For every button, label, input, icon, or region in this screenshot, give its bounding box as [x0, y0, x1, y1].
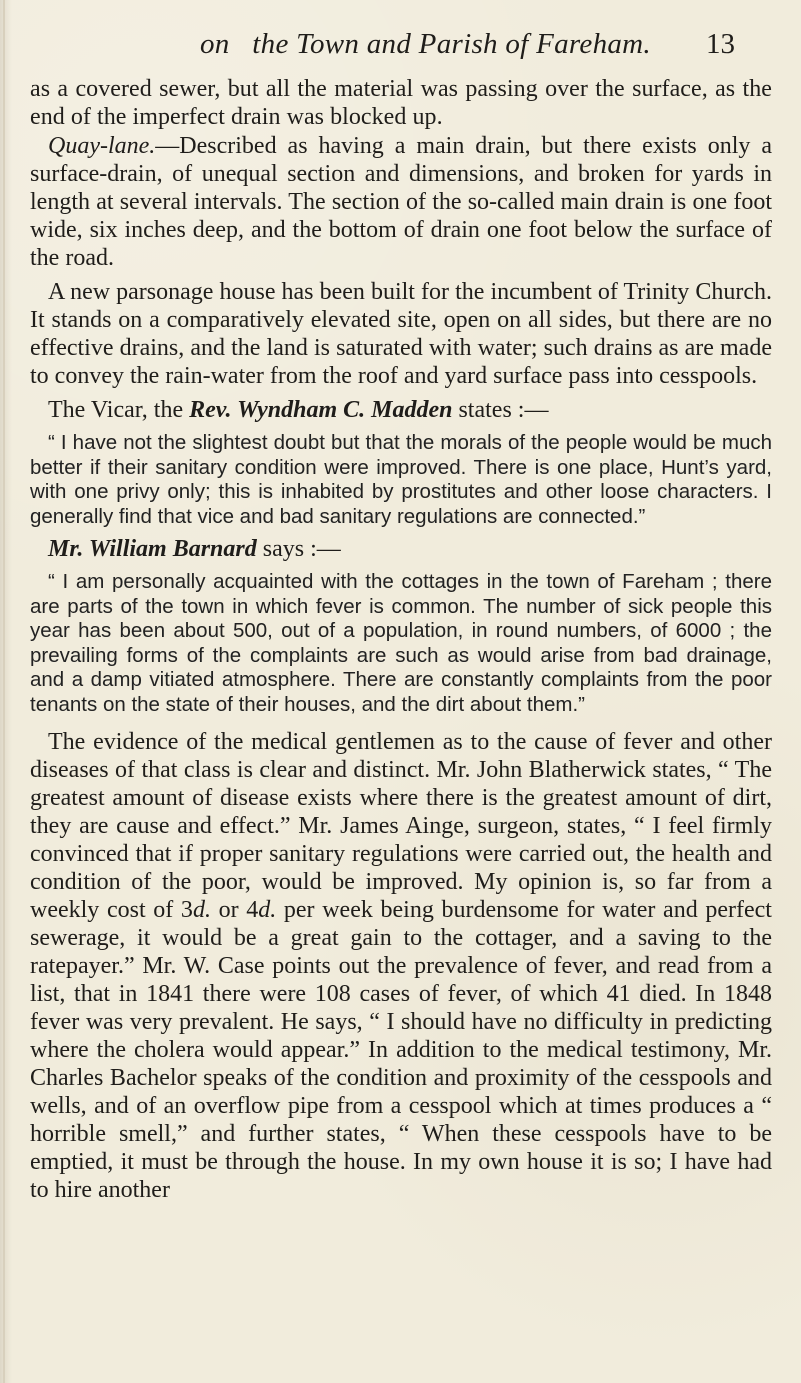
vicar-intro-after: states :—	[452, 397, 549, 423]
paragraph-barnard-intro	[30, 535, 772, 563]
vicar-name: Rev. Wyndham C. Madden	[189, 397, 453, 423]
medical-evidence-part-one: The evidence of the medical gentlemen as to the cause of fever and other diseases of that class is clear and distinct. Mr. John Blatherwick states, “ The greatest amount of disease exists where there is the greatest amount of dirt, they are cause and effect.” Mr. James Ainge, surgeon, states, “ I feel firmly convinced that if proper sanitary regulations were carried out, the health and condition of the poor, would be improved. My opinion is, so far from a weekly cost of 3	[30, 729, 772, 923]
paragraph-vicar-intro	[30, 396, 772, 424]
pence-symbol-one: d.	[192, 897, 211, 923]
barnard-name: Mr. William Barnard	[48, 536, 257, 562]
barnard-intro-after: says :—	[256, 536, 341, 562]
paragraph-quay-lane	[30, 132, 772, 272]
quay-lane-text: —Described as having a main drain, but there exists only a surface-drain, of unequal section and dimensions, and broken for yards in length at several intervals. The section of the so-called main drain is one foot wide, six inches deep, and the bottom of drain one foot below the surface of the road.	[30, 133, 772, 271]
main-text	[30, 75, 772, 1204]
quay-lane-heading: Quay-lane.	[48, 133, 156, 159]
page-header	[0, 24, 801, 66]
vicar-intro-before: The Vicar, the	[48, 397, 190, 423]
paragraph-parsonage-house: A new parsonage house has been built for the incumbent of Trinity Church. It stands on a comparatively elevated site, open on all sides, but there are no effective drains, and the land is saturated with water; such drains as are made to convey the rain-water from the roof and yard surface pass into cesspools.	[30, 279, 772, 389]
barnard-quote: “ I am personally acquainted with the cottages in the town of Fareham ; there are parts of the town in which fever is common. The number of sick people this year has been about 500, out of a population, in round numbers, of 6000 ; the prevailing forms of the complaints are such as would arise from bad drainage, and a damp vitiated atmosphere. There are constantly complaints from the poor tenants on the state of their houses, and the dirt about them.”	[30, 570, 772, 716]
running-head	[200, 28, 651, 61]
running-head-title: the Town and Parish of Fareham.	[252, 28, 651, 60]
running-head-prefix: on	[200, 28, 230, 60]
medical-evidence-middle: or 4	[210, 897, 259, 923]
vicar-quote: “ I have not the slightest doubt but that the morals of the people would be much better if their sanitary condition were improved. There is one place, Hunt’s yard, with one privy only; this is inhabited by prostitutes and other loose characters. I generally find that vice and bad sanitary regulations are connected.”	[30, 431, 772, 528]
medical-evidence-part-two: per week being burdensome for water and perfect sewerage, it would be a great gain to the cottager, and a saving to the ratepayer.” Mr. W. Case points out the prevalence of fever, and read from a list, that in 1841 there were 108 cases of fever, of which 41 died. In 1848 fever was very prevalent. He says, “ I should have no difficulty in predicting where the cholera would appear.” In addition to the medical testimony, Mr. Charles Bachelor speaks of the condition and proximity of the cesspools and wells, and of an overflow pipe from a cesspool which at times produces a “ horrible smell,” and further states, “ When these cesspools have to be emptied, it must be through the house. In my own house it is so; I have had to hire another	[30, 897, 772, 1203]
page-edge-rule	[3, 0, 5, 1383]
paragraph-covered-sewer: as a covered sewer, but all the material was passing over the surface, as the end of the imperfect drain was blocked up.	[30, 76, 772, 130]
pence-symbol-two: d.	[258, 897, 277, 923]
paragraph-medical-evidence	[30, 728, 772, 1204]
page-edge-shadow	[0, 0, 12, 1383]
running-head-space	[237, 28, 245, 60]
page-number: 13	[706, 28, 735, 60]
